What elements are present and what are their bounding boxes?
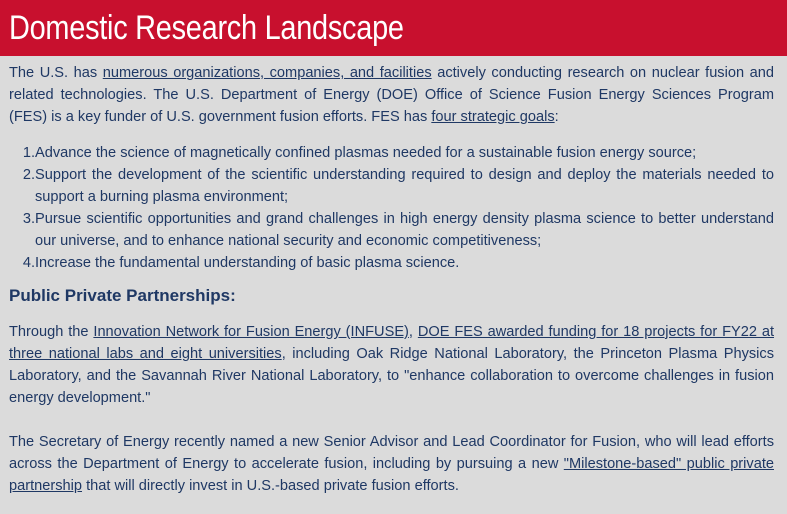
goal-number: 1. — [22, 145, 35, 161]
intro-text-1: The U.S. has — [9, 65, 103, 81]
main-content — [9, 62, 774, 497]
intro-text-2: actively conducting research on nuclear fusion and related technologies. The U.S. Department of Energy (DOE) Office of Science Fusion Energy Sciences Program (FES) is a key funder of U.S. government fusion efforts. FES has — [9, 65, 774, 125]
title-banner — [0, 0, 787, 56]
list-item — [9, 208, 774, 252]
milestone-partnership-link[interactable]: "Milestone-based" public private partnership — [9, 456, 774, 494]
ppp-text-3: , including Oak Ridge National Laboratory, the Princeton Plasma Physics Laboratory, and the Savannah River National Laboratory, to "enhance collaboration to overcome challenges in fusion energy development." — [9, 346, 775, 406]
infuse-paragraph — [9, 321, 774, 409]
strategic-goals-link[interactable]: four strategic goals — [431, 109, 555, 125]
section-heading: Public Private Partnerships: — [9, 286, 236, 305]
goal-text: Pursue scientific opportunities and grand challenges in high energy density plasma science to better understand our universe, and to enhance national security and economic competitiveness; — [35, 211, 774, 249]
secretary-paragraph — [9, 431, 774, 497]
intro-paragraph — [9, 62, 774, 128]
page-title: Domestic Research Landscape — [9, 8, 404, 47]
goal-text: Advance the science of magnetically confined plasmas needed for a sustainable fusion energy source; — [35, 145, 697, 161]
organizations-link[interactable]: numerous organizations, companies, and facilities — [102, 65, 432, 81]
intro-text-3: : — [554, 109, 559, 125]
list-item — [9, 142, 774, 164]
list-item — [9, 252, 774, 274]
list-item — [9, 164, 774, 208]
ppp-text-5: that will directly invest in U.S.-based private fusion efforts. — [82, 478, 459, 494]
ppp-text-2: , — [408, 324, 418, 340]
goal-number: 3. — [22, 211, 35, 227]
goal-number: 2. — [22, 167, 35, 183]
ppp-text-4: The Secretary of Energy recently named a new Senior Advisor and Lead Coordinator for Fusion, who will lead efforts across the Department of Energy to accelerate fusion, including by pursuing a new — [9, 434, 774, 472]
infuse-link[interactable]: Innovation Network for Fusion Energy (INFUSE) — [93, 324, 409, 340]
goal-number: 4. — [22, 255, 35, 271]
ppp-text-1: Through the — [9, 324, 94, 340]
goal-text: Increase the fundamental understanding of basic plasma science. — [35, 255, 460, 271]
fes-funding-link[interactable]: DOE FES awarded funding for 18 projects for FY22 at three national labs and eight universities — [9, 324, 775, 362]
goals-list — [9, 142, 774, 274]
goal-text: Support the development of the scientific understanding required to design and deploy the materials needed to support a burning plasma environment; — [35, 167, 774, 205]
